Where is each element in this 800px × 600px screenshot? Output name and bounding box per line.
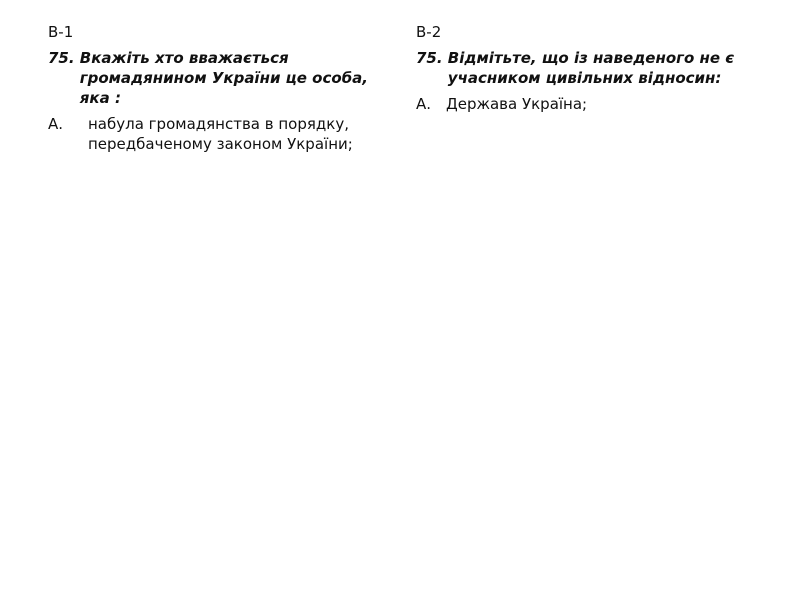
variant-column-1 xyxy=(48,22,398,154)
question-text: Вкажіть хто вважається громадянином України це особа, яка : xyxy=(79,49,368,107)
answer-letter: А. xyxy=(416,95,432,113)
question xyxy=(416,48,766,88)
answer-letter: А. xyxy=(48,115,64,133)
variant-label: В-1 xyxy=(48,23,74,41)
question-text: Відмітьте, що із наведеного не є учасником цивільних відносин: xyxy=(447,49,735,87)
answer-option xyxy=(48,114,398,154)
question-number: 75. xyxy=(48,49,80,67)
variant-column-2 xyxy=(416,22,766,114)
variant-label: В-2 xyxy=(416,23,442,41)
answer-option xyxy=(416,94,766,114)
question xyxy=(48,48,398,108)
answer-text: набула громадянства в порядку, передбаченому законом України; xyxy=(88,115,353,153)
answer-text: Держава Україна; xyxy=(446,95,588,113)
question-number: 75. xyxy=(416,49,448,67)
